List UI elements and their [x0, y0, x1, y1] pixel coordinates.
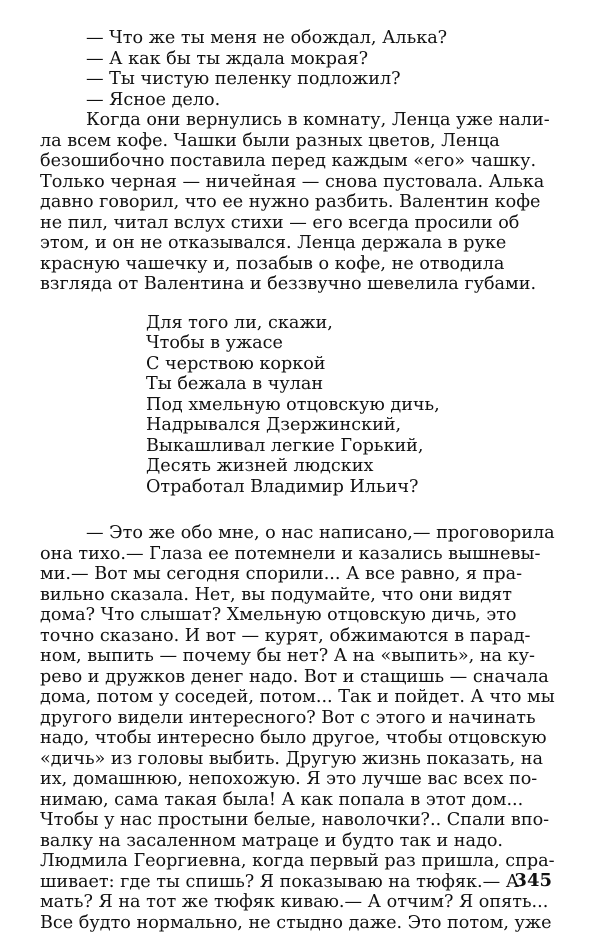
text-line: рево и дружков денег надо. Вот и стащишь — сначала [40, 667, 562, 688]
text-line: ми.— Вот мы сегодня спорили... А все равно, я пра- [40, 564, 562, 585]
text-line: дома, потом у соседей, потом... Так и пойдет. А что мы [40, 687, 562, 708]
text-line: нимаю, сама такая была! А как попала в этот дом... [40, 790, 562, 811]
text-line: их, домашнюю, непохожую. Я это лучше вас всех по- [40, 769, 562, 790]
text-line: Людмила Георгиевна, когда первый раз пришла, спра- [40, 851, 562, 872]
text-line: мать? Я на тот же тюфяк киваю.— А отчим? Я опять... [40, 892, 562, 913]
poem-line: Для того ли, скажи, [40, 313, 562, 334]
dialogue-block [40, 28, 562, 110]
text-line: другого видели интересного? Вот с этого и начинать [40, 708, 562, 729]
poem [40, 313, 562, 498]
text-line: не пил, читал вслух стихи — его всегда просили об [40, 213, 562, 234]
poem-line: С черствою коркой [40, 354, 562, 375]
poem-line: Десять жизней людских [40, 456, 562, 477]
text-line: ла всем кофе. Чашки были разных цветов, Ленца [40, 131, 562, 152]
page-number: 345 [514, 870, 552, 891]
poem-line: Ты бежала в чулан [40, 374, 562, 395]
text-line: Все будто нормально, не стыдно даже. Это потом, уже [40, 913, 562, 933]
text-line: вильно сказала. Нет, вы подумайте, что они видят [40, 585, 562, 606]
text-line: Чтобы у нас простыни белые, наволочки?.. Спали впо- [40, 810, 562, 831]
dialogue-line: — А как бы ты ждала мокрая? [40, 49, 562, 70]
text-line: точно сказано. И вот — курят, обжимаются в парад- [40, 626, 562, 647]
poem-line: Отработал Владимир Ильич? [40, 477, 562, 498]
text-line: она тихо.— Глаза ее потемнели и казались вышневы- [40, 544, 562, 565]
text-line: дома? Что слышат? Хмельную отцовскую дичь, это [40, 605, 562, 626]
text-line: ном, выпить — почему бы нет? А на «выпить», на ку- [40, 646, 562, 667]
text-line: давно говорил, что ее нужно разбить. Валентин кофе [40, 192, 562, 213]
text-line: валку на засаленном матраце и будто так и надо. [40, 831, 562, 852]
dialogue-line: — Что же ты меня не обождал, Алька? [40, 28, 562, 49]
poem-line: Под хмельную отцовскую дичь, [40, 395, 562, 416]
text-line: надо, чтобы интересно было другое, чтобы отцовскую [40, 728, 562, 749]
poem-line: Надрывался Дзержинский, [40, 415, 562, 436]
text-line: взгляда от Валентина и беззвучно шевелила губами. [40, 274, 562, 295]
paragraph-2 [40, 523, 562, 933]
text-line: Только черная — ничейная — снова пустовала. Алька [40, 172, 562, 193]
dialogue-line: — Ясное дело. [40, 90, 562, 111]
text-line: шивает: где ты спишь? Я показываю на тюфяк.— А [40, 872, 562, 893]
text-line: «дичь» из головы выбить. Другую жизнь показать, на [40, 749, 562, 770]
text-line: — Это же обо мне, о нас написано,— проговорила [40, 523, 562, 544]
text-line: этом, и он не отказывался. Ленца держала в руке [40, 233, 562, 254]
paragraph-1 [40, 110, 562, 295]
text-line: красную чашечку и, позабыв о кофе, не отводила [40, 254, 562, 275]
poem-line: Чтобы в ужасе [40, 333, 562, 354]
text-line: безошибочно поставила перед каждым «его» чашку. [40, 151, 562, 172]
page-text [40, 28, 562, 933]
text-line: Когда они вернулись в комнату, Ленца уже нали- [40, 110, 562, 131]
dialogue-line: — Ты чистую пеленку подложил? [40, 69, 562, 90]
poem-line: Выкашливал легкие Горький, [40, 436, 562, 457]
